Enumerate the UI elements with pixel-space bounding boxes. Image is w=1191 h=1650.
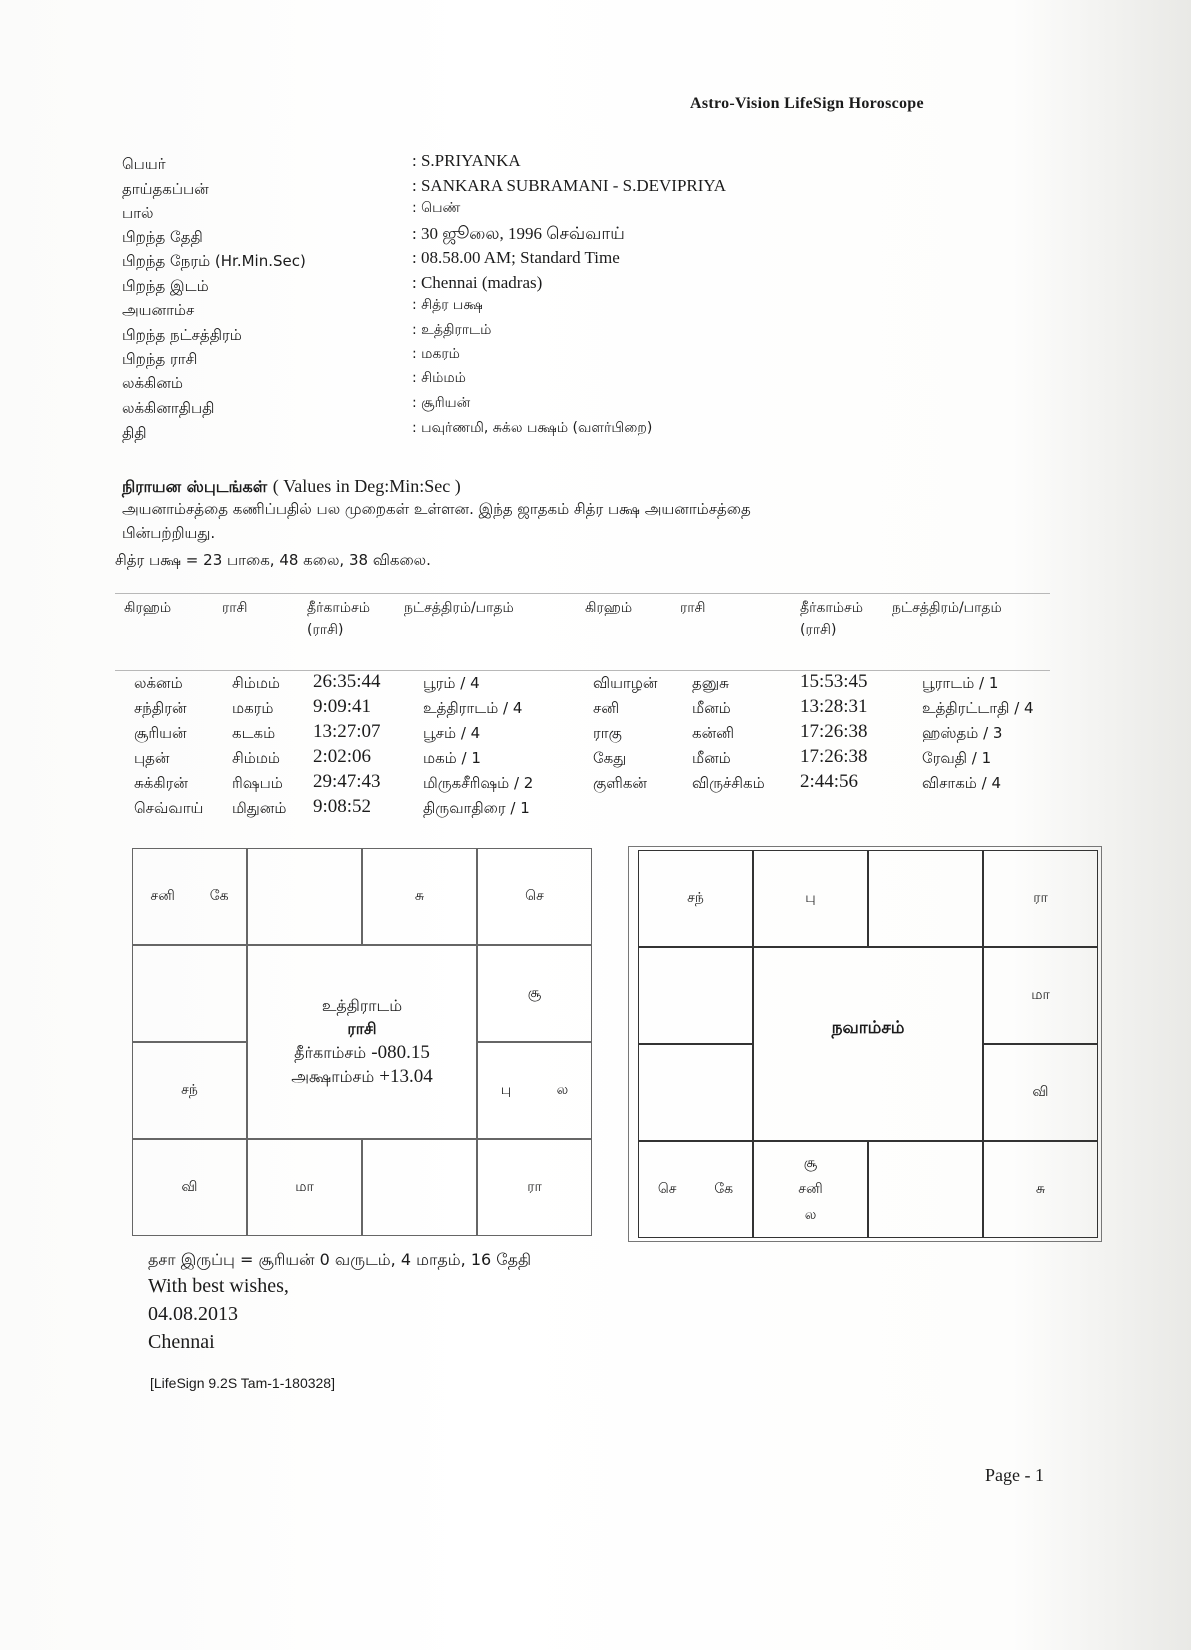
planet-abbrev: கே [209, 887, 229, 904]
table-header-cell: தீர்காம்சம் [800, 600, 863, 616]
info-value: : மகரம் [412, 346, 460, 362]
chart-house [247, 1139, 362, 1236]
planet-abbrev: பு [500, 1081, 512, 1098]
table-subheader: (ராசி) [800, 622, 837, 638]
planet-abbrev: ரா [527, 1178, 542, 1195]
info-label: பெயர் [122, 155, 166, 173]
info-label: அயனாம்ச [122, 301, 195, 319]
navamsa-outer-frame [628, 846, 1102, 1242]
table-cell: ரேவதி / 1 [922, 749, 992, 767]
info-value: : உத்திராடம் [412, 322, 492, 338]
document-title: Astro-Vision LifeSign Horoscope [690, 95, 924, 112]
info-label: பால் [122, 204, 154, 222]
planet-abbrev: சூ [527, 984, 542, 1001]
info-label: பிறந்த நட்சத்திரம் [122, 326, 242, 344]
ayanamsa-note-line2: பின்பற்றியது. [122, 524, 216, 542]
table-cell: சந்திரன் [134, 699, 187, 717]
dasa-balance: தசா இருப்பு = சூரியன் 0 வருடம், 4 மாதம், 16 தேதி [148, 1250, 532, 1269]
table-cell: உத்திரட்டாதி / 4 [922, 699, 1034, 717]
chart-house [477, 1139, 592, 1236]
table-cell: சனி [593, 699, 620, 717]
chart-house [362, 1139, 477, 1236]
info-label: பிறந்த தேதி [122, 228, 203, 246]
info-value: : பெண் [412, 200, 461, 216]
chart-house [477, 1042, 592, 1139]
table-cell: 13:27:07 [313, 721, 381, 742]
table-subheader: (ராசி) [307, 622, 344, 638]
section-title-english: ( Values in Deg:Min:Sec ) [272, 476, 461, 496]
info-value: : Chennai (madras) [412, 273, 543, 292]
table-cell: மீனம் [692, 699, 731, 717]
info-label: லக்கினம் [122, 374, 183, 392]
table-header-rule [115, 670, 1050, 671]
table-cell: லக்னம் [134, 674, 183, 692]
chart-house [247, 848, 362, 945]
planet-abbrev: வி [181, 1178, 198, 1195]
table-cell: 15:53:45 [800, 671, 868, 692]
table-cell: வியாழன் [593, 674, 658, 692]
page-number: Page - 1 [985, 1465, 1044, 1485]
planet-abbrev: சந் [181, 1081, 198, 1098]
table-cell: உத்திராடம் / 4 [423, 699, 523, 717]
rasi-chart-center [247, 945, 477, 1139]
chart-house [132, 1139, 247, 1236]
table-header-cell: நட்சத்திரம்/பாதம் [892, 600, 1002, 616]
info-label: பிறந்த நேரம் (Hr.Min.Sec) [122, 252, 306, 270]
longitude-row [294, 1042, 430, 1064]
table-cell: மிருகசீரிஷம் / 2 [423, 774, 534, 792]
info-label: பிறந்த இடம் [122, 277, 209, 295]
info-value: : 30 ஜூலை, 1996 செவ்வாய் [412, 224, 625, 243]
planet-abbrev: சு [1035, 1180, 1046, 1197]
planet-abbrev: மா [295, 1178, 314, 1195]
section-title [122, 476, 461, 498]
planet-abbrev: வி [1032, 1083, 1049, 1100]
planet-abbrev: செ [525, 887, 544, 904]
info-label: தாய்தகப்பன் [122, 180, 209, 198]
longitude-value: -080.15 [371, 1042, 430, 1063]
info-label: திதி [122, 424, 147, 442]
table-cell: 17:26:38 [800, 746, 868, 767]
planet-abbrev: ரா [1033, 889, 1048, 906]
info-value: : SANKARA SUBRAMANI - S.DEVIPRIYA [412, 176, 727, 195]
planet-abbrev: சூ [803, 1154, 818, 1171]
table-cell: 2:44:56 [800, 771, 859, 792]
planet-abbrev: செ [657, 1180, 677, 1197]
table-header-cell: ராசி [680, 600, 706, 616]
chart-house [132, 1042, 247, 1139]
table-cell: ராகு [593, 724, 622, 742]
chart-house [132, 848, 247, 945]
table-cell: 13:28:31 [800, 696, 868, 717]
planet-abbrev: சு [414, 887, 425, 904]
table-cell: 26:35:44 [313, 671, 381, 692]
table-cell: மீனம் [692, 749, 731, 767]
chart-house [477, 848, 592, 945]
table-header-cell: கிரஹம் [585, 600, 633, 616]
planet-abbrev: மா [1031, 986, 1050, 1003]
table-header-cell: கிரஹம் [124, 600, 172, 616]
table-cell: பூராடம் / 1 [922, 674, 999, 692]
print-date: 04.08.2013 [148, 1303, 238, 1325]
info-value: : சிம்மம் [412, 370, 466, 386]
table-cell: சுக்கிரன் [134, 774, 188, 792]
table-cell: சிம்மம் [232, 749, 280, 767]
table-cell: பூரம் / 4 [423, 674, 480, 692]
table-cell: 2:02:06 [313, 746, 372, 767]
info-label: லக்கினாதிபதி [122, 399, 215, 417]
planet-abbrev: சந் [687, 889, 704, 906]
latitude-value: +13.04 [379, 1066, 433, 1087]
table-cell: கன்னி [692, 724, 735, 742]
table-header-cell: தீர்காம்சம் [307, 600, 370, 616]
table-cell: மிதுனம் [232, 799, 287, 817]
table-cell: தனுசு [692, 674, 729, 692]
table-cell: மகம் / 1 [423, 749, 481, 767]
table-cell: சிம்மம் [232, 674, 280, 692]
wishes-text: With best wishes, [148, 1275, 289, 1297]
chart-house [477, 945, 592, 1042]
info-label: பிறந்த ராசி [122, 350, 198, 368]
table-header-cell: நட்சத்திரம்/பாதம் [404, 600, 514, 616]
table-cell: ஹஸ்தம் / 3 [922, 724, 1003, 742]
planet-abbrev: கே [714, 1180, 734, 1197]
chart-house [362, 848, 477, 945]
table-header-cell: ராசி [222, 600, 248, 616]
table-top-rule [115, 593, 1050, 594]
table-cell: விசாகம் / 4 [922, 774, 1002, 792]
table-cell: 29:47:43 [313, 771, 381, 792]
latitude-row [291, 1066, 433, 1088]
planet-abbrev: ல [556, 1081, 569, 1098]
table-cell: பூசம் / 4 [423, 724, 481, 742]
info-value: : S.PRIYANKA [412, 151, 521, 170]
table-cell: விருச்சிகம் [692, 774, 765, 792]
info-value: : 08.58.00 AM; Standard Time [412, 248, 620, 267]
info-value: : சூரியன் [412, 395, 471, 411]
navamsa-title: நவாம்சம் [831, 1018, 905, 1038]
planet-abbrev: சனி [150, 887, 175, 904]
ayanamsa-note-line1: அயனாம்சத்தை கணிப்பதில் பல முறைகள் உள்ளன. இந்த ஜாதகம் சித்ர பக்ஷ அயனாம்சத்தை [122, 500, 751, 518]
table-cell: 17:26:38 [800, 721, 868, 742]
chart-house [132, 945, 247, 1042]
planet-abbrev: சனி [798, 1180, 823, 1197]
ayanamsa-value: சித்ர பக்ஷ = 23 பாகை, 48 கலை, 38 விகலை. [115, 551, 431, 569]
table-cell: மகரம் [232, 699, 274, 717]
rasi-title: ராசி [347, 1019, 377, 1038]
info-value: : பவுர்ணமி, சுக்ல பக்ஷம் (வளர்பிறை) [412, 420, 653, 436]
table-cell: 9:08:52 [313, 796, 372, 817]
table-cell: செவ்வாய் [134, 799, 204, 817]
table-cell: திருவாதிரை / 1 [423, 799, 530, 817]
table-cell: ரிஷபம் [232, 774, 283, 792]
table-cell: 9:09:41 [313, 696, 372, 717]
longitude-label: தீர்காம்சம் [294, 1043, 367, 1062]
latitude-label: அக்ஷாம்சம் [291, 1067, 375, 1086]
software-version: [LifeSign 9.2S Tam-1-180328] [150, 1375, 335, 1391]
birth-star: உத்திராடம் [321, 996, 403, 1015]
planet-abbrev: ல [804, 1206, 817, 1223]
table-cell: சூரியன் [134, 724, 187, 742]
table-cell: கடகம் [232, 724, 276, 742]
section-title-tamil: நிராயன ஸ்புடங்கள் [122, 477, 273, 496]
print-place: Chennai [148, 1331, 215, 1353]
info-value: : சித்ர பக்ஷ [412, 297, 483, 313]
table-cell: புதன் [134, 749, 170, 767]
planet-abbrev: பு [805, 889, 816, 906]
table-cell: குளிகன் [593, 774, 647, 792]
table-cell: கேது [593, 749, 627, 767]
